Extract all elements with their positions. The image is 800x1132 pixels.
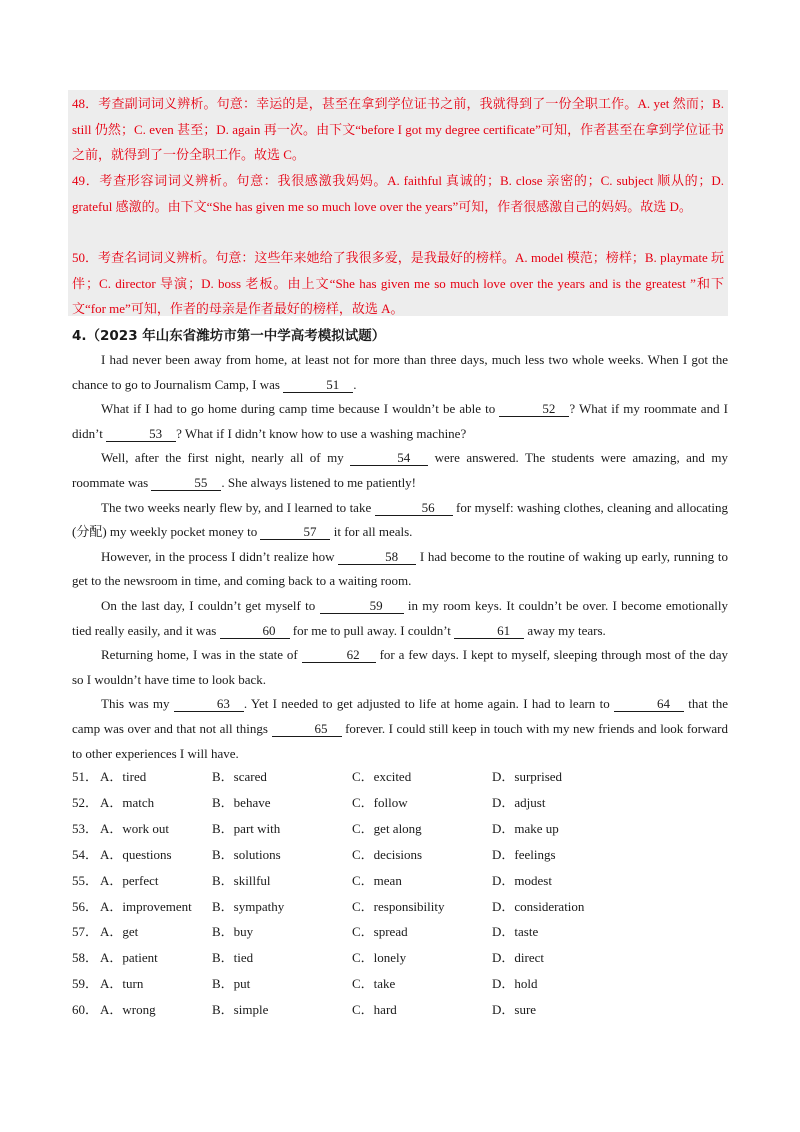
option-c[interactable]: C．lonely: [352, 950, 407, 965]
blank-55[interactable]: 55: [151, 475, 221, 491]
blank-59[interactable]: 59: [320, 598, 404, 614]
blank-54[interactable]: 54: [350, 450, 428, 466]
option-a[interactable]: A．get: [100, 924, 139, 939]
option-b[interactable]: B．solutions: [212, 847, 281, 862]
passage-paragraph-7: Returning home, I was in the state of 62 for a few days. I kept to myself, sleeping through most of the day so I wouldn’t have time to look back.: [72, 647, 728, 687]
option-b[interactable]: B．tied: [212, 950, 254, 965]
option-c[interactable]: C．decisions: [352, 847, 423, 862]
question-56: [72, 897, 732, 917]
option-b[interactable]: B．behave: [212, 795, 271, 810]
blank-52[interactable]: 52: [499, 401, 569, 417]
answer-explanation-50: 50．考查名词词义辨析。句意：这些年来她给了我很多爱，是我最好的榜样。A. model 模范；榜样；B. playmate 玩伴；C. director 导演；D. boss 老板。由上文“She has given me so much love over the years and is the greatest ”和下文“for me”可知，作者的母亲是作者最好的榜样，故选 A。: [72, 250, 724, 317]
passage-paragraph-8: This was my 63 . Yet I needed to get adjusted to life at home again. I had to learn to 64 that the camp was over and that not all things 65 forever. I could still keep in touch with my new friends and look forward to other experiences I will have.: [72, 696, 729, 761]
blank-56[interactable]: 56: [375, 500, 453, 516]
passage-paragraph-4: The two weeks nearly flew by, and I learned to take 56 for myself: washing clothes, cleaning and allocating (分配) my weekly pocket money to 57 it for all meals.: [72, 499, 728, 540]
option-d[interactable]: D．make up: [492, 821, 559, 836]
blank-65[interactable]: 65: [272, 721, 342, 737]
section-title: 4.（2023 年山东省潍坊市第一中学高考模拟试题）: [72, 328, 386, 344]
option-b[interactable]: B．scared: [212, 769, 267, 784]
option-c[interactable]: C．mean: [352, 873, 402, 888]
question-number: 54．: [72, 847, 99, 862]
question-52: [72, 793, 732, 813]
option-c[interactable]: C．hard: [352, 1002, 397, 1017]
question-number: 53．: [72, 821, 99, 836]
option-a[interactable]: A．wrong: [100, 1002, 156, 1017]
option-d[interactable]: D．direct: [492, 950, 544, 965]
option-d[interactable]: D．consideration: [492, 899, 585, 914]
answer-explanation-49: 49．考查形容词词义辨析。句意：我很感激我妈妈。A. faithful 真诚的；B. close 亲密的；C. subject 顺从的；D. grateful 感激的。由下文“She has given me so much love over the years”可知，作者很感激自己的妈妈。故选 D。: [72, 173, 724, 214]
option-a[interactable]: A．questions: [100, 847, 172, 862]
cloze-passage: [72, 348, 728, 766]
option-d[interactable]: D．feelings: [492, 847, 556, 862]
answer-explanation-48: 48．考查副词词义辨析。句意：幸运的是，甚至在拿到学位证书之前，我就得到了一份全职工作。A. yet 然而；B. still 仍然；C. even 甚至；D. again 再一次。由下文“before I got my degree certificate”可知，作者甚至在拿到学位证书之前，就得到了一份全职工作。故选 C。: [72, 96, 724, 163]
blank-61[interactable]: 61: [454, 623, 524, 639]
question-58: [72, 948, 732, 968]
question-number: 60．: [72, 1002, 99, 1017]
passage-paragraph-3: Well, after the first night, nearly all of my 54 were answered. The students were amazing, and my roommate was 55 . She always listened to me patiently!: [72, 450, 729, 490]
question-54: [72, 845, 732, 865]
question-number: 51．: [72, 769, 99, 784]
blank-53[interactable]: 53: [106, 426, 176, 442]
option-c[interactable]: C．spread: [352, 924, 408, 939]
option-a[interactable]: A．tired: [100, 769, 147, 784]
option-b[interactable]: B．buy: [212, 924, 254, 939]
option-d[interactable]: D．taste: [492, 924, 539, 939]
option-c[interactable]: C．follow: [352, 795, 408, 810]
option-a[interactable]: A．perfect: [100, 873, 159, 888]
passage-paragraph-6: On the last day, I couldn’t get myself to 59 in my room keys. It couldn’t be over. I become emotionally tied really easily, and it was 60 for me to pull away. I couldn’t 61 away my tears.: [72, 597, 728, 638]
question-57: [72, 922, 732, 942]
option-a[interactable]: A．work out: [100, 821, 169, 836]
option-b[interactable]: B．skillful: [212, 873, 271, 888]
option-b[interactable]: B．put: [212, 976, 251, 991]
passage-paragraph-1: I had never been away from home, at least not for more than three days, much less two whole weeks. When I got the chance to go to Journalism Camp, I was 51 .: [72, 352, 728, 392]
option-c[interactable]: C．excited: [352, 769, 412, 784]
question-55: [72, 871, 732, 891]
option-b[interactable]: B．sympathy: [212, 899, 285, 914]
question-51: [72, 767, 732, 787]
blank-60[interactable]: 60: [220, 623, 290, 639]
blank-57[interactable]: 57: [260, 524, 330, 540]
question-number: 58．: [72, 950, 99, 965]
option-c[interactable]: C．responsibility: [352, 899, 445, 914]
option-d[interactable]: D．surprised: [492, 769, 563, 784]
option-a[interactable]: A．match: [100, 795, 155, 810]
blank-63[interactable]: 63: [174, 696, 244, 712]
blank-51[interactable]: 51: [283, 377, 353, 393]
blank-62[interactable]: 62: [302, 647, 376, 663]
option-d[interactable]: D．modest: [492, 873, 552, 888]
passage-paragraph-5: However, in the process I didn’t realize how 58 I had become to the routine of waking up early, running to get to the newsroom in time, and coming back to a waiting room.: [72, 548, 728, 589]
option-d[interactable]: D．sure: [492, 1002, 537, 1017]
option-a[interactable]: A．patient: [100, 950, 158, 965]
blank-58[interactable]: 58: [338, 549, 416, 565]
passage-paragraph-2: What if I had to go home during camp time because I wouldn’t be able to 52 ? What if my roommate and I didn’t 53 ? What if I didn’t know how to use a washing machine?: [72, 401, 728, 441]
option-c[interactable]: C．take: [352, 976, 396, 991]
question-60: [72, 1000, 732, 1020]
option-a[interactable]: A．turn: [100, 976, 144, 991]
option-c[interactable]: C．get along: [352, 821, 422, 836]
option-b[interactable]: B．simple: [212, 1002, 269, 1017]
question-number: 55．: [72, 873, 99, 888]
question-number: 56．: [72, 899, 99, 914]
option-a[interactable]: A．improvement: [100, 899, 192, 914]
question-number: 52．: [72, 795, 99, 810]
question-number: 59．: [72, 976, 99, 991]
question-number: 57．: [72, 924, 99, 939]
option-d[interactable]: D．hold: [492, 976, 538, 991]
option-d[interactable]: D．adjust: [492, 795, 546, 810]
option-b[interactable]: B．part with: [212, 821, 281, 836]
question-53: [72, 819, 732, 839]
blank-64[interactable]: 64: [614, 696, 684, 712]
question-59: [72, 974, 732, 994]
